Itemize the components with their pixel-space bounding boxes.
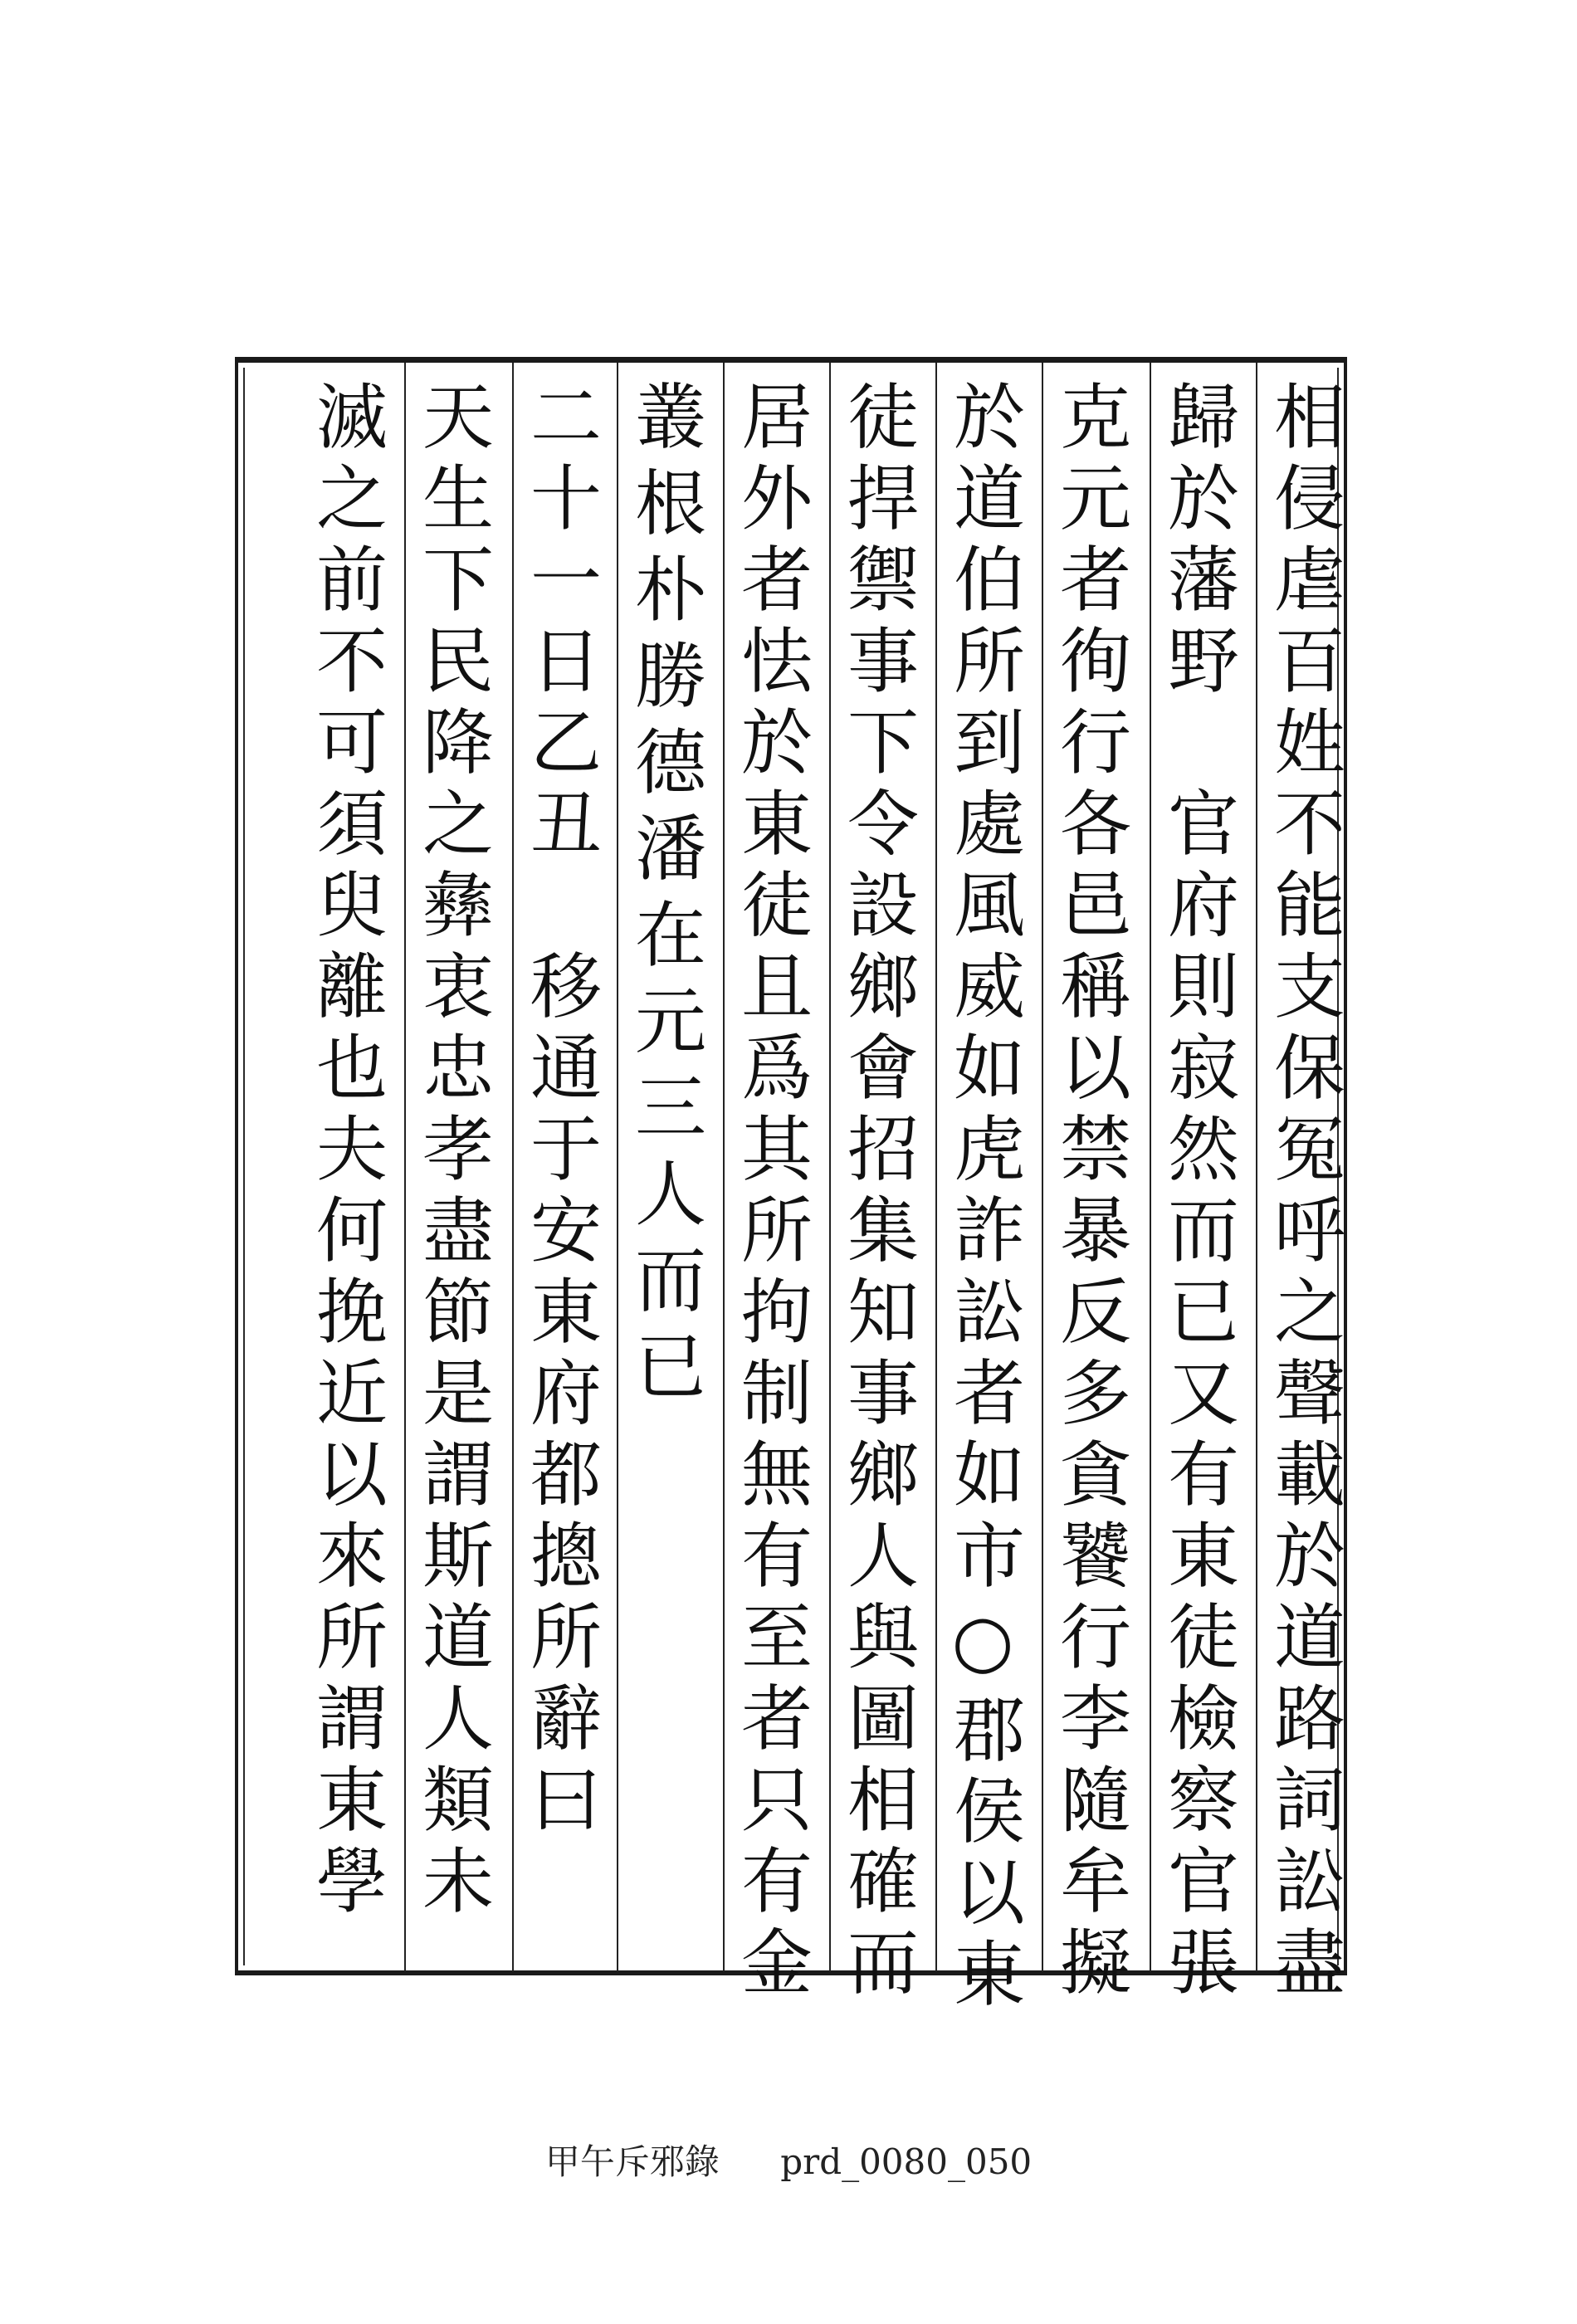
column-divider: [617, 363, 618, 1971]
text-column-8: 二十一日乙丑 移通于安東府都摠所辭曰: [518, 379, 601, 1843]
column-divider: [1150, 363, 1151, 1971]
text-column-6: 居外者怯於東徒且爲其所拘制無有至者只有金: [729, 379, 812, 2006]
text-column-1: 相侵虐百姓不能支保冤呼之聲載於道路詞訟盡: [1262, 379, 1345, 2006]
page-footer: [0, 2135, 1577, 2185]
text-column-9: 天生下民降之彝衷忠孝盡節是謂斯道人類未: [410, 379, 493, 1925]
text-column-2: 歸於藩野 官府則寂然而已又有東徒檢察官張: [1155, 379, 1238, 2006]
column-divider: [1042, 363, 1043, 1971]
book-title: 甲午斥邪錄: [544, 2141, 720, 2182]
column-divider: [512, 363, 514, 1971]
text-column-3: 克元者徇行各邑稱以禁暴反多貪饕行李隨牟擬: [1047, 379, 1130, 2006]
column-divider: [935, 363, 937, 1971]
text-column-7: 叢根朴勝德潘在元三人而已: [622, 379, 706, 1415]
text-frame: [235, 357, 1347, 2018]
column-divider: [829, 363, 831, 1971]
column-divider: [1256, 363, 1257, 1971]
text-column-4: 於道伯所到處風威如虎詐訟者如市○郡侯以東: [941, 379, 1024, 2018]
text-column-5: 徒捍禦事下令設鄉會招集知事鄉人與圖相確而: [835, 379, 918, 2006]
column-divider: [723, 363, 725, 1971]
column-divider: [404, 363, 406, 1971]
text-column-10: 滅之前不可須臾離也夫何挽近以來所謂東學: [304, 379, 387, 1925]
page-code: prd_0080_050: [780, 2141, 1033, 2182]
